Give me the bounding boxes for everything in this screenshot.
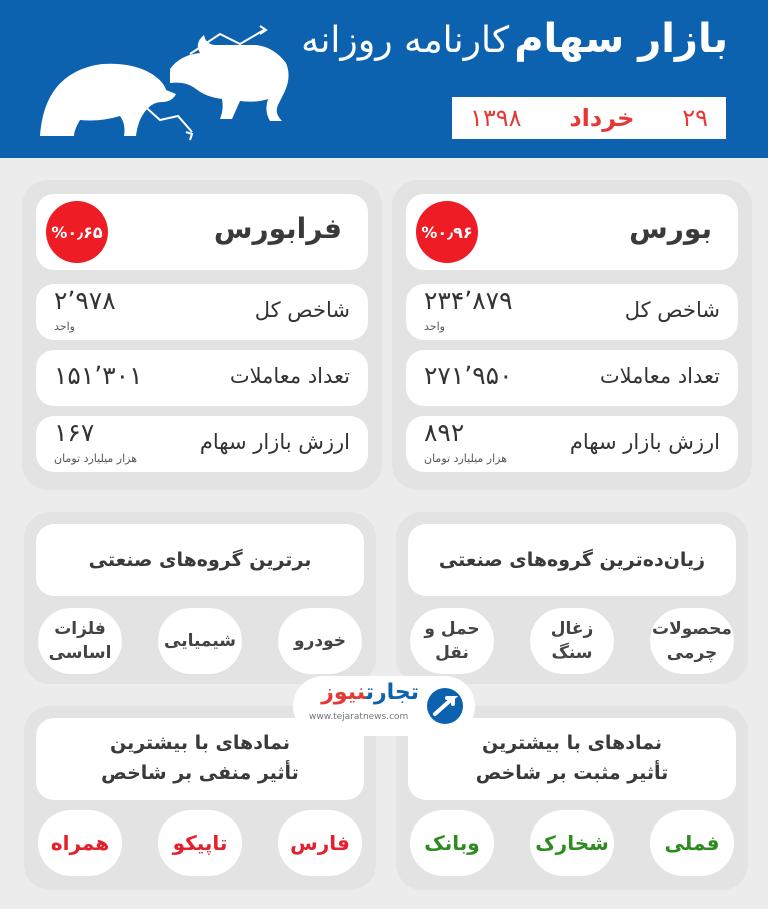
bourse-value-row (406, 416, 738, 472)
farabourse-index-label: شاخص کل (254, 298, 350, 322)
farabourse-trades-row (36, 350, 368, 406)
bull-icon (170, 35, 289, 121)
farabourse-value-unit: هزار میلیارد تومان (54, 452, 138, 465)
negative-symbol: همراه (38, 810, 122, 876)
winners-item: فلزات اساسی (38, 608, 122, 674)
positive-title-line1: نمادهای با بیشترین (481, 732, 662, 754)
losers-item: زغال سنگ (530, 608, 614, 674)
winners-item: شیمیایی (158, 608, 242, 674)
winners-item: خودرو (278, 608, 362, 674)
losers-item: محصولات چرمی (650, 608, 734, 674)
date-day: ۲۹ (682, 104, 708, 132)
tejarat-news-logo-icon (425, 686, 465, 726)
logo-url: www.tejaratnews.com (309, 712, 409, 722)
negative-symbol: تاپیکو (158, 810, 242, 876)
losers-panel (396, 512, 748, 684)
farabourse-trades-value: ۱۵۱٬۳۰۱ (54, 361, 143, 390)
bourse-header (406, 194, 738, 270)
farabourse-trades-label: تعداد معاملات (229, 364, 350, 388)
bourse-trades-value: ۲۷۱٬۹۵۰ (424, 361, 513, 390)
date-month: خرداد (569, 104, 635, 132)
logo-wordmark (321, 680, 419, 705)
bourse-index-row (406, 284, 738, 340)
farabourse-change-badge: %۰٫۶۵ (46, 201, 108, 263)
title-light: کارنامه روزانه (301, 20, 510, 61)
bourse-index-label: شاخص کل (624, 298, 720, 322)
date-box (452, 97, 726, 139)
negative-title-line1: نمادهای با بیشترین (109, 732, 290, 754)
winners-panel (24, 512, 376, 684)
bourse-value-unit: هزار میلیارد تومان (424, 452, 508, 465)
header-banner (0, 0, 768, 158)
positive-symbol: شخارک (530, 810, 614, 876)
negative-symbol: فارس (278, 810, 362, 876)
losers-title: زیان‌ده‌ترین گروه‌های صنعتی (438, 549, 706, 571)
farabourse-index-value: ۲٬۹۷۸ (54, 286, 116, 315)
logo-part2: نیوز (321, 680, 366, 705)
farabourse-value-label: ارزش بازار سهام (199, 430, 350, 454)
date-year: ۱۳۹۸ (470, 104, 522, 132)
losers-title-card (408, 524, 736, 596)
farabourse-index-unit: واحد (54, 320, 75, 333)
negative-title-line2: تأثیر منفی بر شاخص (101, 762, 299, 784)
bourse-title: بورس (629, 212, 712, 245)
bourse-panel (392, 180, 752, 490)
farabourse-title: فرابورس (213, 212, 342, 245)
bourse-value-label: ارزش بازار سهام (569, 430, 720, 454)
bourse-change-badge: %۰٫۹۶ (416, 201, 478, 263)
page-title (301, 16, 728, 62)
positive-symbol: وبانک (410, 810, 494, 876)
bourse-trades-row (406, 350, 738, 406)
bourse-trades-label: تعداد معاملات (599, 364, 720, 388)
title-bold: بازار سهام (514, 16, 728, 62)
bull-bear-icon (30, 14, 300, 144)
farabourse-index-row (36, 284, 368, 340)
farabourse-value-row (36, 416, 368, 472)
farabourse-panel (22, 180, 382, 490)
bourse-index-value: ۲۳۴٬۸۷۹ (424, 286, 513, 315)
positive-title-line2: تأثیر مثبت بر شاخص (475, 762, 669, 784)
tejarat-news-logo (293, 676, 475, 736)
farabourse-value-value: ۱۶۷ (54, 418, 95, 447)
bourse-index-unit: واحد (424, 320, 445, 333)
winners-title: برترین گروه‌های صنعتی (88, 549, 312, 571)
bourse-value-value: ۸۹۲ (424, 418, 465, 447)
farabourse-header (36, 194, 368, 270)
positive-symbol: فملی (650, 810, 734, 876)
bear-icon (40, 64, 176, 136)
losers-item: حمل و نقل (410, 608, 494, 674)
logo-part1: تجارت (365, 680, 419, 705)
winners-title-card (36, 524, 364, 596)
